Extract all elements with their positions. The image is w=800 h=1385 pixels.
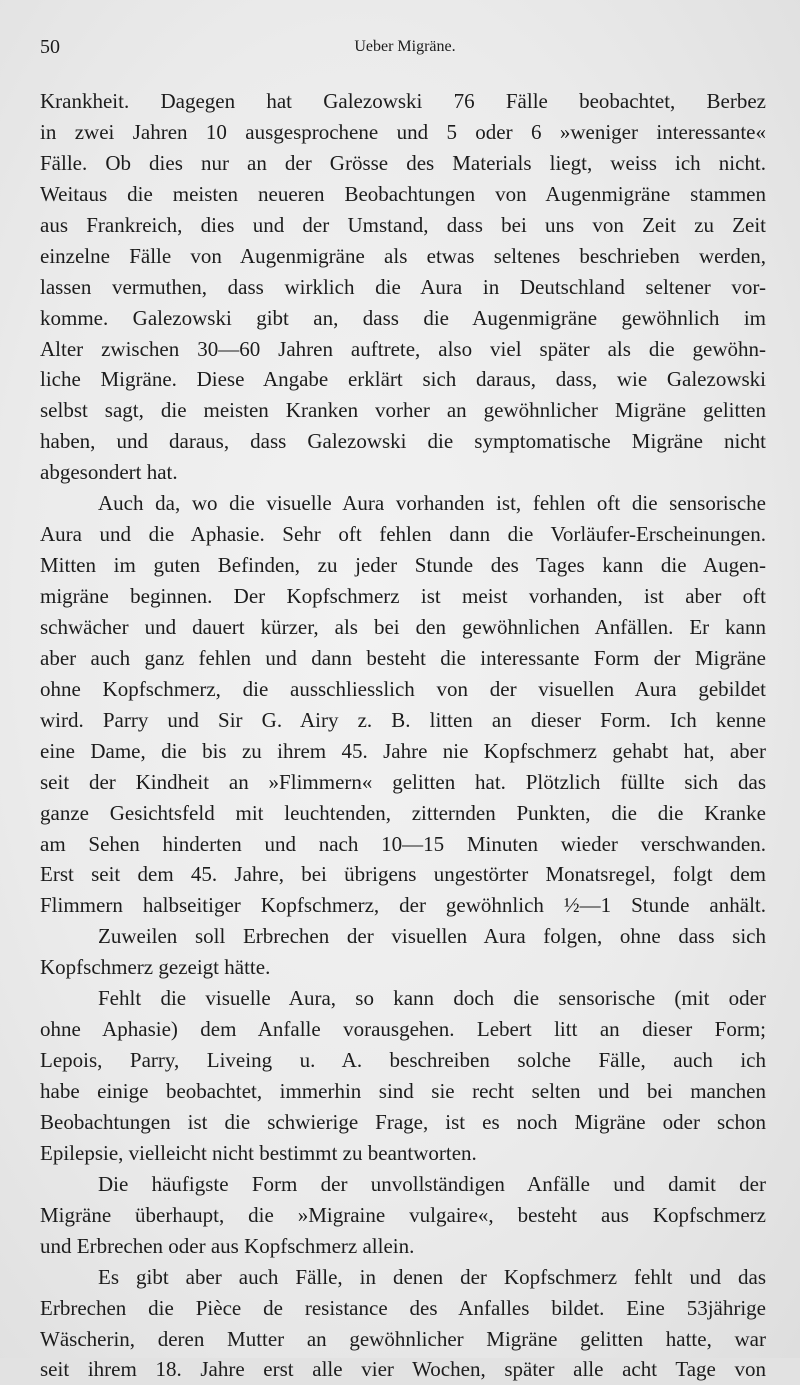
text-line: Alter zwischen 30—60 Jahren auftrete, also viel später als die gewöhn- — [40, 336, 766, 361]
text-line: Erst seit dem 45. Jahre, bei übrigens ungestörter Monatsregel, folgt dem — [40, 862, 766, 887]
text-line: Aura und die Aphasie. Sehr oft fehlen dann die Vorläufer-Erscheinungen. — [40, 522, 766, 547]
text-line: Wäscherin, deren Mutter an gewöhnlicher Migräne gelitten hatte, war — [40, 1326, 766, 1351]
text-line: Die häufigste Form der unvollständigen Anfälle und damit der — [98, 1171, 766, 1196]
text-line: am Sehen hinderten und nach 10—15 Minuten wieder verschwanden. — [40, 831, 766, 856]
text-line: einzelne Fälle von Augenmigräne als etwas seltenes beschrieben werden, — [40, 243, 766, 268]
text-line: Lepois, Parry, Liveing u. A. beschreiben solche Fälle, auch ich — [40, 1048, 766, 1073]
text-line: migräne beginnen. Der Kopfschmerz ist meist vorhanden, ist aber oft — [40, 584, 766, 608]
text-line: Erbrechen die Pièce de resistance des Anfalles bildet. Eine 53jährige — [40, 1295, 766, 1320]
text-line: Epilepsie, vielleicht nicht bestimmt zu beantworten. — [40, 1140, 477, 1165]
running-title: Ueber Migräne. — [354, 38, 456, 55]
text-line: Fälle. Ob dies nur an der Grösse des Materials liegt, weiss ich nicht. — [40, 150, 766, 175]
text-line: seit ihrem 18. Jahre erst alle vier Wochen, später alle acht Tage von — [40, 1357, 766, 1382]
text-line: Beobachtungen ist die schwierige Frage, ist es noch Migräne oder schon — [40, 1109, 766, 1134]
text-line: haben, und daraus, dass Galezowski die symptomatische Migräne nicht — [40, 429, 766, 454]
text-line: seit der Kindheit an »Flimmern« gelitten hat. Plötzlich füllte sich das — [40, 769, 766, 794]
text-line: komme. Galezowski gibt an, dass die Augenmigräne gewöhnlich im — [40, 305, 766, 330]
text-line: wird. Parry und Sir G. Airy z. B. litten an dieser Form. Ich kenne — [40, 707, 766, 732]
text-line: ohne Aphasie) dem Anfalle vorausgehen. Lebert litt an dieser Form; — [40, 1017, 766, 1042]
text-line: liche Migräne. Diese Angabe erklärt sich daraus, dass, wie Galezowski — [40, 367, 766, 392]
text-line: eine Dame, die bis zu ihrem 45. Jahre nie Kopfschmerz gehabt hat, aber — [40, 738, 766, 763]
page-number: 50 — [40, 36, 60, 58]
text-line: lassen vermuthen, dass wirklich die Aura in Deutschland seltener vor- — [40, 274, 766, 299]
text-line: Mitten im guten Befinden, zu jeder Stunde des Tages kann die Augen- — [40, 553, 766, 578]
text-line: Es gibt aber auch Fälle, in denen der Kopfschmerz fehlt und das — [98, 1264, 766, 1289]
text-line: Weitaus die meisten neueren Beobachtungen von Augenmigräne stammen — [40, 181, 766, 206]
text-line: und Erbrechen oder aus Kopfschmerz allein. — [40, 1233, 415, 1258]
page-header — [40, 36, 770, 60]
text-line: Kopfschmerz gezeigt hätte. — [40, 955, 271, 980]
text-line: ganze Gesichtsfeld mit leuchtenden, zitternden Punkten, die die Kranke — [40, 800, 766, 825]
text-line: selbst sagt, die meisten Kranken vorher an gewöhnlicher Migräne gelitten — [40, 398, 766, 423]
text-line: habe einige beobachtet, immerhin sind sie recht selten und bei manchen — [40, 1079, 766, 1103]
text-line: Migräne überhaupt, die »Migraine vulgaire«, besteht aus Kopfschmerz — [40, 1202, 766, 1227]
text-line: in zwei Jahren 10 ausgesprochene und 5 oder 6 »weniger interessante« — [40, 119, 766, 144]
body-text — [40, 86, 766, 1385]
text-line: Krankheit. Dagegen hat Galezowski 76 Fälle beobachtet, Berbez — [40, 89, 766, 113]
text-line: Fehlt die visuelle Aura, so kann doch die sensorische (mit oder — [98, 986, 766, 1011]
text-line: Zuweilen soll Erbrechen der visuellen Aura folgen, ohne dass sich — [98, 924, 766, 949]
text-line: ohne Kopfschmerz, die ausschliesslich von der visuellen Aura gebildet — [40, 676, 766, 701]
text-line: Auch da, wo die visuelle Aura vorhanden ist, fehlen oft die sensorische — [98, 491, 766, 516]
text-line: abgesondert hat. — [40, 460, 178, 485]
text-line: aus Frankreich, dies und der Umstand, dass bei uns von Zeit zu Zeit — [40, 212, 766, 237]
text-line: aber auch ganz fehlen und dann besteht die interessante Form der Migräne — [40, 645, 766, 670]
text-line: schwächer und dauert kürzer, als bei den gewöhnlichen Anfällen. Er kann — [40, 614, 766, 639]
text-line: Flimmern halbseitiger Kopfschmerz, der gewöhnlich ½—1 Stunde anhält. — [40, 893, 766, 918]
